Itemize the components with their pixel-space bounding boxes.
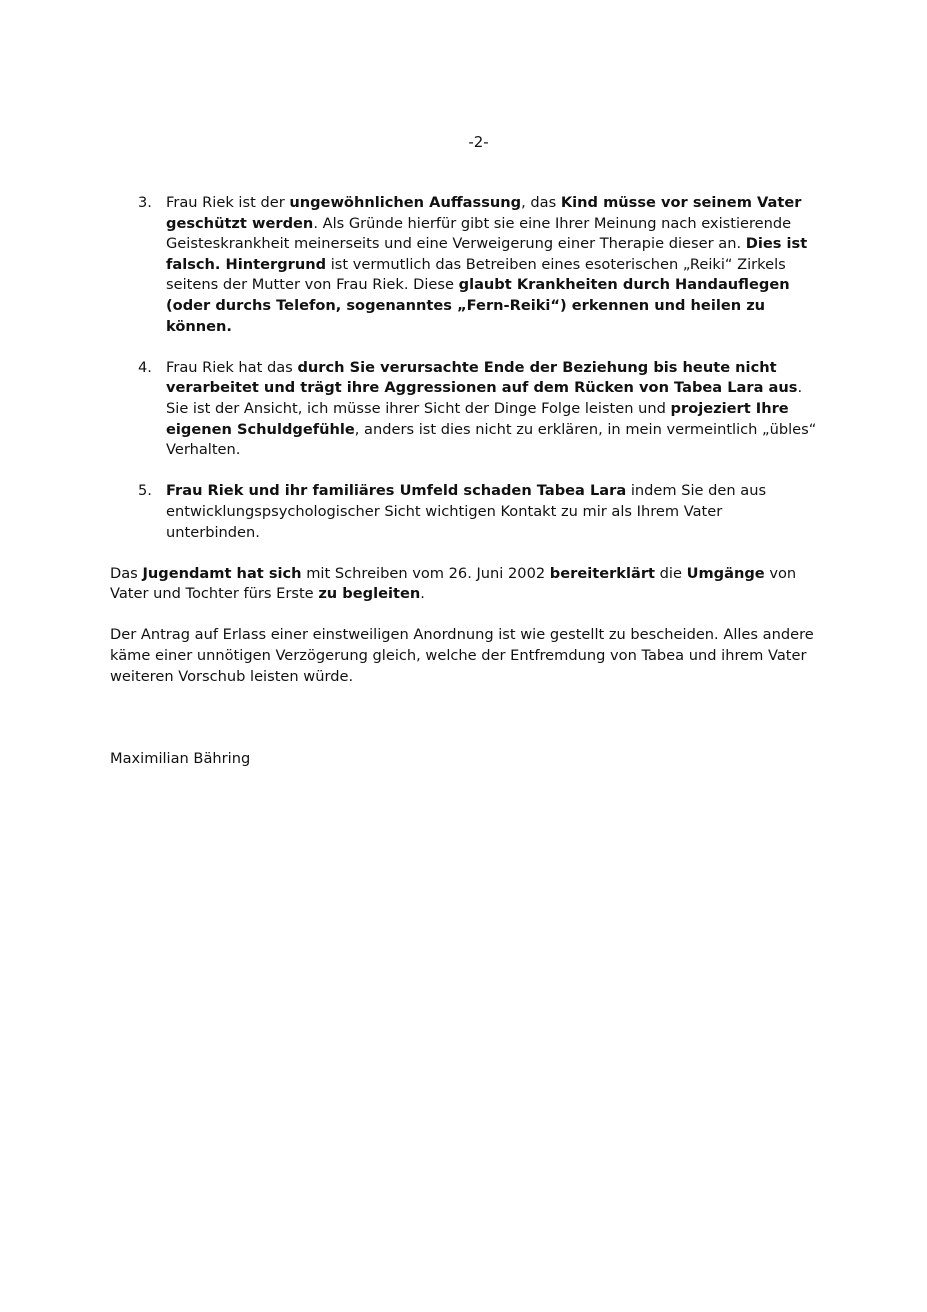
bold-text-run: zu begleiten (318, 585, 421, 603)
bold-text-run: Dies ist falsch. Hintergrund (166, 235, 808, 273)
text-run: . Als Gründe hierfür gibt sie eine Ihrer Meinung nach existierende Geisteskrankheit meinerseits und eine Verweigerung einer Therapie dieser an. (166, 214, 792, 253)
list-item-text (166, 194, 807, 335)
text-run: die (655, 564, 687, 582)
bold-text-run: Kind müsse vor seinem Vater geschützt werden (166, 194, 802, 232)
text-run: . Sie ist der Ansicht, ich müsse ihrer Sicht der Dinge Folge leisten und (166, 379, 803, 417)
bold-text-run: bereiterklärt (549, 564, 656, 582)
bold-text-run: durch Sie verursachte Ende der Beziehung bis heute nicht verarbeitet und trägt ihre Aggressionen auf dem Rücken von Tabea Lara aus (166, 358, 798, 397)
page-number: -2- (468, 133, 489, 151)
numbered-list (110, 193, 820, 543)
text-run: Das (110, 564, 143, 582)
list-item (110, 358, 820, 461)
bold-text-run: glaubt Krankheiten durch Handauflegen (oder durchs Telefon, sogenanntes „Fern-Reiki“) erkennen und heilen zu können. (166, 276, 790, 335)
list-item-number: 3. (138, 194, 152, 211)
list-item (110, 193, 820, 337)
text-run: , das (521, 194, 561, 211)
text-run: Frau Riek hat das (166, 358, 298, 376)
text-run: indem Sie den aus entwicklungspsychologischer Sicht wichtigen Kontakt zu mir als Ihrem Vater unterbinden. (166, 482, 767, 541)
text-run: mit Schreiben vom 26. Juni 2002 (301, 564, 550, 582)
text-run: Der Antrag auf Erlass einer einstweiligen Anordnung ist wie gestellt zu bescheiden. Alles andere käme einer unnötigen Verzögerung gleich, welche der Entfremdung von Tabea und ihrem Vater weiteren Vorschub leisten würde. (110, 626, 814, 685)
text-run: von Vater und Tochter fürs Erste (110, 564, 797, 603)
bold-text-run: Umgänge (686, 564, 765, 582)
bold-text-run: projeziert Ihre eigenen Schuldgefühle (166, 399, 789, 438)
paragraph-jugendamt (110, 564, 820, 605)
text-run: ist vermutlich das Betreiben eines esoterischen „Reiki“ Zirkels seitens der Mutter von Frau Riek. Diese (166, 255, 786, 294)
text-run: . (420, 585, 425, 603)
text-run: , anders ist dies nicht zu erklären, in mein vermeintlich „übles“ Verhalten. (166, 420, 817, 459)
text-run: Frau Riek ist der (166, 194, 290, 211)
bold-text-run: ungewöhnlichen Auffassung (289, 194, 522, 211)
document-body (110, 193, 820, 770)
signature-name: Maximilian Bähring (110, 750, 251, 768)
list-item-number: 5. (138, 482, 152, 500)
list-item (110, 481, 820, 543)
bold-text-run: Jugendamt hat sich (142, 564, 302, 582)
list-item-number: 4. (138, 358, 152, 376)
bold-text-run: Frau Riek und ihr familiäres Umfeld schaden Tabea Lara (166, 482, 627, 500)
paragraph-antrag (110, 625, 820, 687)
list-item-text (166, 359, 816, 458)
list-item-text (166, 482, 766, 540)
